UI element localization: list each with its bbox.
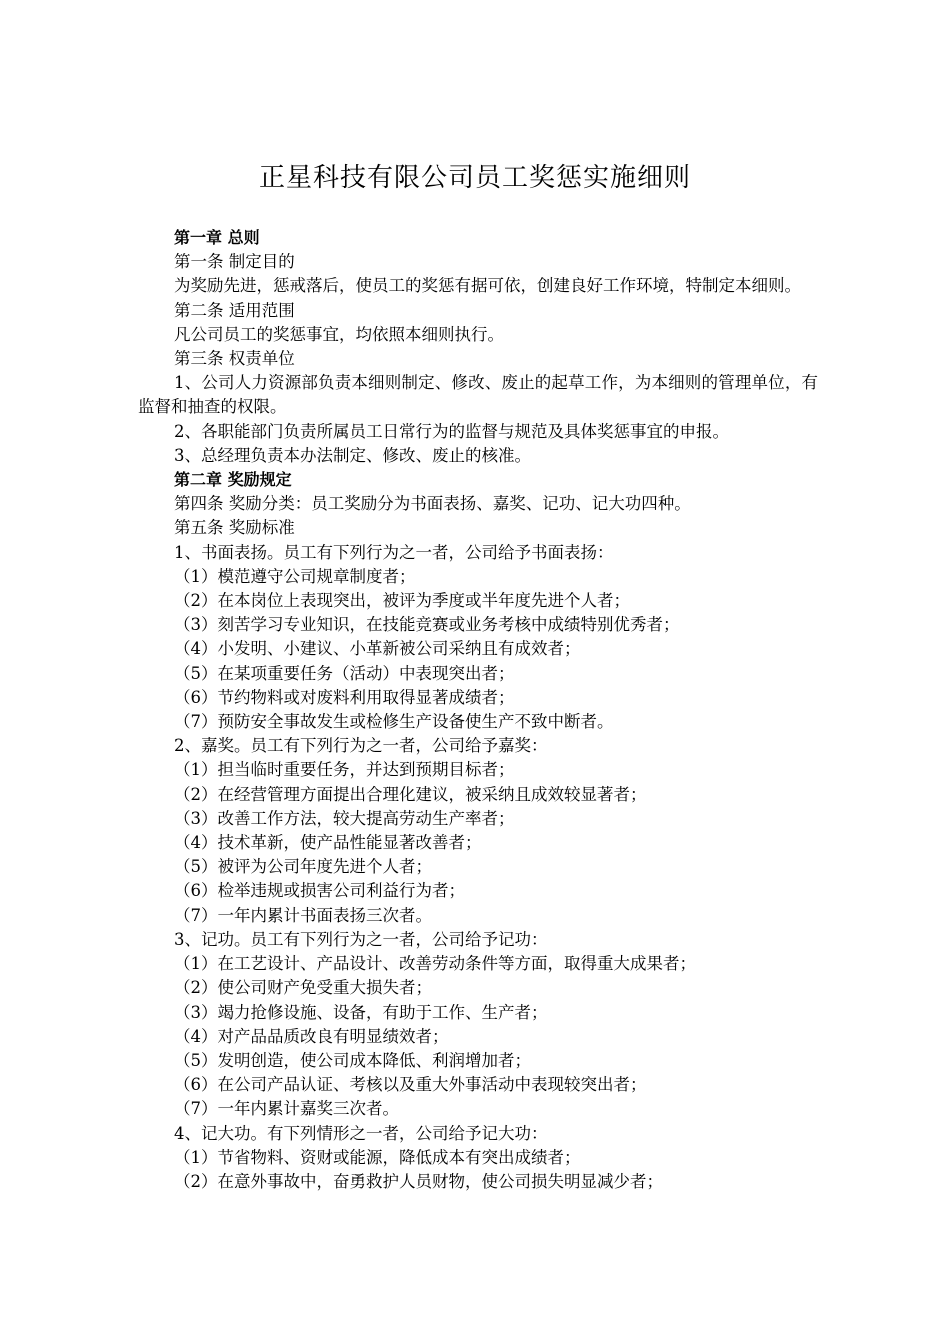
praise-item: （3）刻苦学习专业知识，在技能竞赛或业务考核中成绩特别优秀者；	[174, 615, 680, 635]
commend-item: （5）被评为公司年度先进个人者；	[174, 857, 432, 877]
merit-item: （1）在工艺设计、产品设计、改善劳动条件等方面，取得重大成果者；	[174, 954, 696, 974]
article-3-title: 第三条 权责单位	[174, 349, 295, 369]
article-5-title: 第五条 奖励标准	[174, 518, 295, 538]
merit-item: （4）对产品品质改良有明显绩效者；	[174, 1026, 449, 1046]
article-1-title: 第一条 制定目的	[174, 252, 295, 272]
commend-item: （2）在经营管理方面提出合理化建议，被采纳且成效较显著者；	[174, 784, 647, 804]
merit-intro: 3、记功。员工有下列行为之一者，公司给予记功：	[174, 929, 548, 949]
praise-item: （2）在本岗位上表现突出，被评为季度或半年度先进个人者；	[174, 591, 630, 611]
merit-item: （2）使公司财产免受重大损失者；	[174, 978, 432, 998]
article-3-item-1: 1、公司人力资源部负责本细则制定、修改、废止的起草工作，为本细则的管理单位，有监督和抽查的权限。	[138, 373, 818, 417]
merit-item: （7）一年内累计嘉奖三次者。	[174, 1099, 399, 1119]
major-merit-item: （1）节省物料、资财或能源，降低成本有突出成绩者；	[174, 1147, 581, 1167]
praise-item: （6）节约物料或对废料利用取得显著成绩者；	[174, 687, 515, 707]
merit-item: （6）在公司产品认证、考核以及重大外事活动中表现较突出者；	[174, 1075, 647, 1095]
article-2-title: 第二条 适用范围	[174, 300, 295, 320]
article-4: 第四条 奖励分类：员工奖励分为书面表扬、嘉奖、记功、记大功四种。	[174, 494, 691, 514]
praise-item: （1）模范遵守公司规章制度者；	[174, 566, 416, 586]
article-1-text: 为奖励先进，惩戒落后，使员工的奖惩有据可依，创建良好工作环境，特制定本细则。	[174, 276, 801, 296]
document-body	[138, 226, 818, 1194]
commend-item: （1）担当临时重要任务，并达到预期目标者；	[174, 760, 515, 780]
praise-item: （7）预防安全事故发生或检修生产设备使生产不致中断者。	[174, 712, 614, 732]
merit-item: （5）发明创造，使公司成本降低、利润增加者；	[174, 1050, 531, 1070]
praise-intro: 1、书面表扬。员工有下列行为之一者，公司给予书面表扬：	[174, 542, 614, 562]
commend-intro: 2、嘉奖。员工有下列行为之一者，公司给予嘉奖：	[174, 736, 548, 756]
article-2-text: 凡公司员工的奖惩事宜，均依照本细则执行。	[174, 324, 504, 344]
commend-item: （7）一年内累计书面表扬三次者。	[174, 905, 432, 925]
commend-item: （6）检举违规或损害公司利益行为者；	[174, 881, 465, 901]
praise-item: （4）小发明、小建议、小革新被公司采纳且有成效者；	[174, 639, 581, 659]
commend-item: （3）改善工作方法，较大提高劳动生产率者；	[174, 808, 515, 828]
article-3-item-3: 3、总经理负责本办法制定、修改、废止的核准。	[174, 445, 531, 465]
major-merit-item: （2）在意外事故中，奋勇救护人员财物，使公司损失明显减少者；	[174, 1171, 663, 1191]
document-title: 正星科技有限公司员工奖惩实施细则	[258, 163, 691, 193]
chapter-2-heading: 第二章 奖励规定	[174, 470, 292, 490]
major-merit-intro: 4、记大功。有下列情形之一者，公司给予记大功：	[174, 1123, 548, 1143]
praise-item: （5）在某项重要任务（活动）中表现突出者；	[174, 663, 515, 683]
chapter-1-heading: 第一章 总则	[174, 228, 260, 247]
article-3-item-2: 2、各职能部门负责所属员工日常行为的监督与规范及具体奖惩事宜的申报。	[174, 421, 729, 441]
commend-item: （4）技术革新，使产品性能显著改善者；	[174, 833, 482, 853]
merit-item: （3）竭力抢修设施、设备，有助于工作、生产者；	[174, 1002, 548, 1022]
